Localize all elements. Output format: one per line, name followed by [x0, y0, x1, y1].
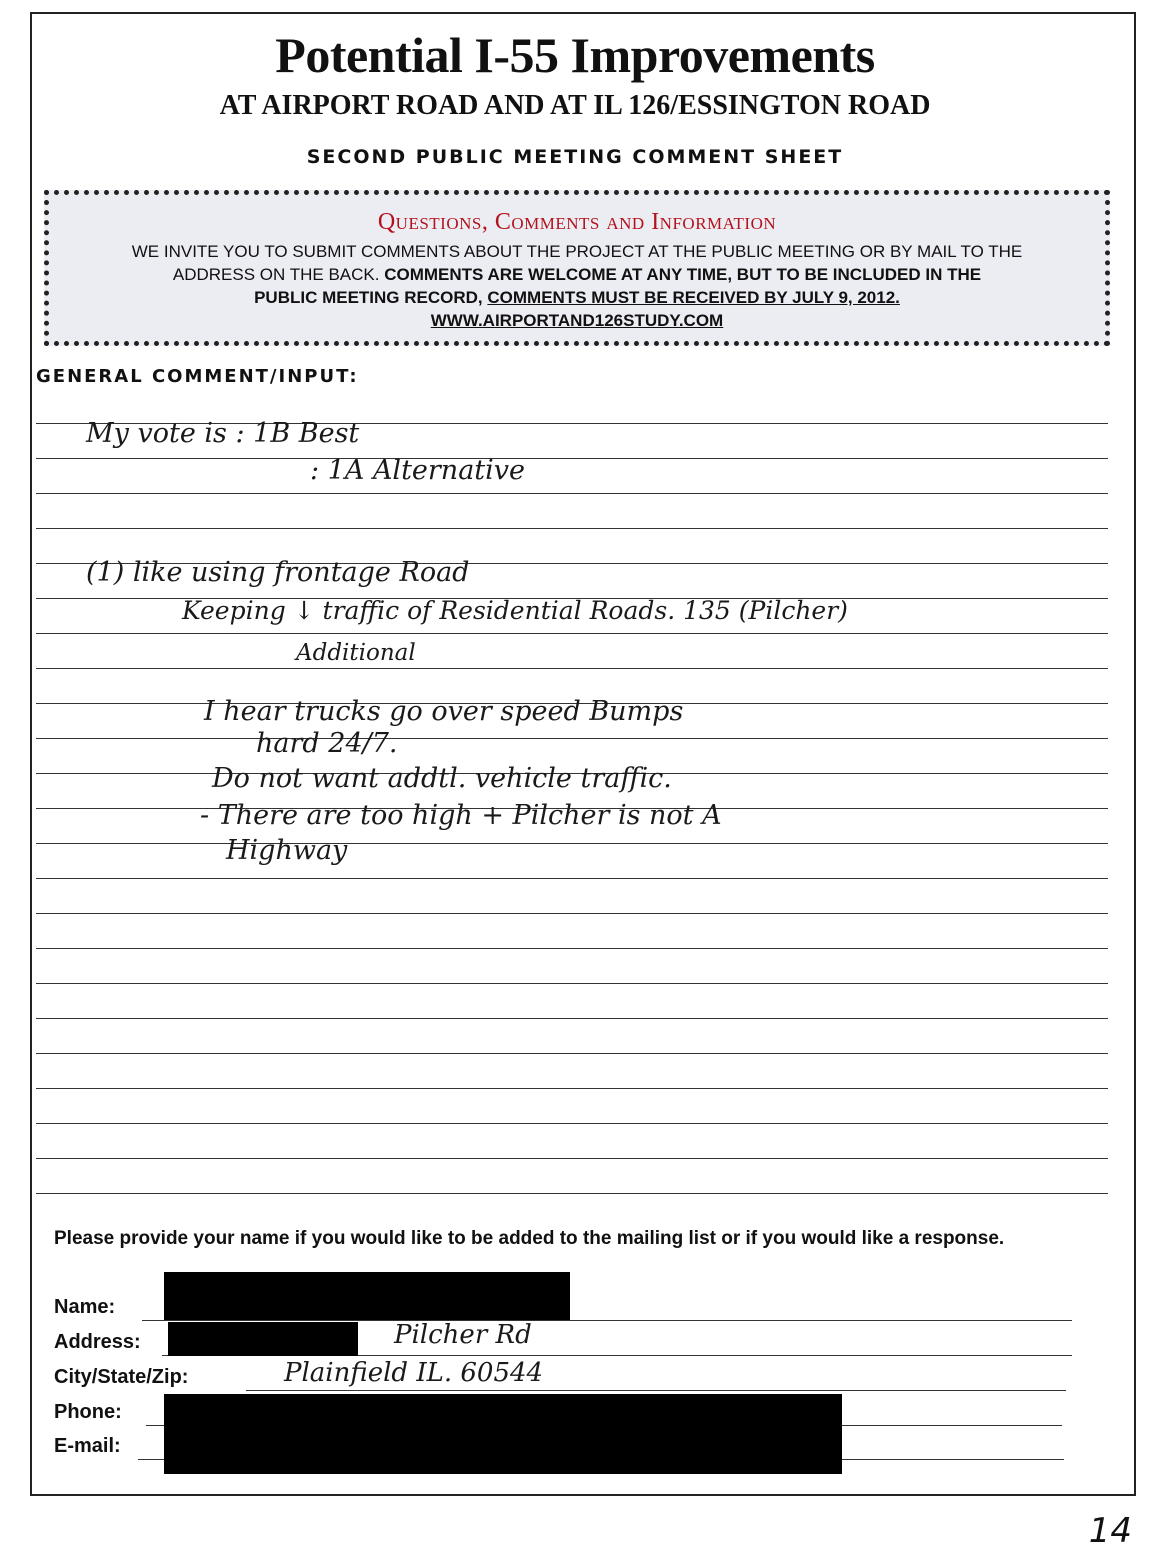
phone-label: Phone:: [54, 1401, 122, 1423]
address-label: Address:: [54, 1331, 141, 1353]
info-box: [44, 190, 1110, 346]
address-redaction: [168, 1322, 358, 1356]
website-link[interactable]: WWW.AIRPORTAND126STUDY.COM: [430, 311, 724, 330]
handwritten-line: : 1A Alternative: [310, 455, 526, 486]
page-title: Potential I-55 Improvements: [275, 27, 875, 83]
info-deadline: COMMENTS MUST BE RECEIVED BY JULY 9, 2012.: [487, 288, 900, 307]
info-line-3-bold: PUBLIC MEETING RECORD,: [254, 288, 483, 307]
handwritten-line: hard 24/7.: [256, 728, 398, 759]
comment-line: [36, 983, 1108, 984]
handwritten-line: Keeping ↓ traffic of Residential Roads. 135 (Pilcher): [182, 596, 848, 625]
city-state-zip-field[interactable]: [246, 1390, 1066, 1391]
address-value: Pilcher Rd: [394, 1320, 532, 1350]
handwritten-line: Additional: [296, 640, 416, 666]
comment-line: [36, 1123, 1108, 1124]
city-state-zip-label: City/State/Zip:: [54, 1366, 189, 1388]
comment-line: [36, 668, 1108, 669]
comment-line: [36, 633, 1108, 634]
handwritten-line: Do not want addtl. vehicle traffic.: [212, 763, 672, 794]
comment-line: [36, 878, 1108, 879]
comment-line: [36, 1053, 1108, 1054]
comment-line: [36, 528, 1108, 529]
info-body: [75, 240, 1079, 332]
city-state-zip-value: Plainfield IL. 60544: [284, 1358, 544, 1388]
info-line-1: WE INVITE YOU TO SUBMIT COMMENTS ABOUT THE PROJECT AT THE PUBLIC MEETING OR BY MAIL TO THE: [131, 242, 1023, 261]
contact-prompt: Please provide your name if you would like to be added to the mailing list or if you would like a response.: [54, 1228, 1005, 1249]
info-heading: Questions, Comments and Information: [377, 209, 777, 235]
comment-line: [36, 1158, 1108, 1159]
handwritten-line: My vote is : 1B Best: [86, 418, 360, 449]
comment-line: [36, 1088, 1108, 1089]
comment-line: [36, 913, 1108, 914]
page-subtitle: AT AIRPORT ROAD AND AT IL 126/ESSINGTON ROAD: [219, 90, 931, 121]
email-label: E-mail:: [54, 1435, 121, 1457]
handwritten-line: Highway: [226, 835, 348, 866]
name-redaction: [164, 1272, 570, 1320]
comment-line: [36, 1018, 1108, 1019]
comment-label: GENERAL COMMENT/INPUT:: [36, 366, 359, 387]
comment-line: [36, 738, 1108, 739]
comment-line: [36, 1193, 1108, 1194]
handwritten-line: I hear trucks go over speed Bumps: [204, 696, 684, 727]
handwritten-line: - There are too high + Pilcher is not A: [200, 800, 722, 831]
comment-line: [36, 948, 1108, 949]
sheet-label: SECOND PUBLIC MEETING COMMENT SHEET: [306, 146, 844, 168]
comment-line: [36, 458, 1108, 459]
handwritten-line: (1) like using frontage Road: [86, 557, 470, 588]
name-field[interactable]: [142, 1320, 1072, 1321]
info-line-2-bold: COMMENTS ARE WELCOME AT ANY TIME, BUT TO BE INCLUDED IN THE: [384, 265, 982, 284]
phone-email-redaction: [164, 1394, 842, 1474]
comment-line: [36, 493, 1108, 494]
comment-line: [36, 843, 1108, 844]
info-line-2-normal: ADDRESS ON THE BACK.: [172, 265, 380, 284]
page-number: 14: [1088, 1511, 1132, 1551]
name-label: Name:: [54, 1296, 116, 1318]
